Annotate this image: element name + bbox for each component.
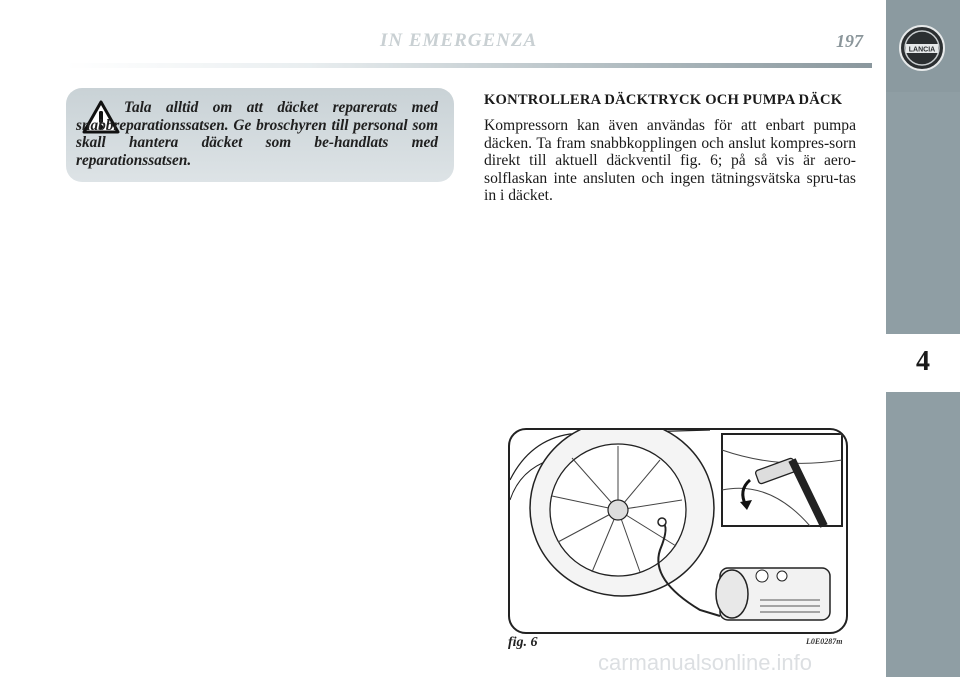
compressor <box>716 568 830 620</box>
header-rule <box>66 63 872 68</box>
logo-text: LANCIA <box>908 46 936 54</box>
watermark: carmanualsonline.info <box>598 650 813 675</box>
section-heading: KONTROLLERA DÄCKTRYCK OCH PUMPA DÄCK <box>484 92 843 108</box>
chapter-side-tab <box>886 0 960 677</box>
chapter-number: 4 <box>916 346 930 377</box>
detail-inset <box>722 434 842 526</box>
page-number: 197 <box>836 31 863 51</box>
wheel-hub <box>608 500 628 520</box>
figure-caption: fig. 6 <box>508 635 538 650</box>
warning-text: Tala alltid om att däcket reparerats med snabbreparationssatsen. Ge broschyren till personal som skall hantera däcket som be-handlats med reparationssatsen. <box>76 99 438 169</box>
figure-illustration <box>508 428 848 634</box>
section-body: Kompressorn kan även användas för att enbart pumpa däcken. Ta fram snabbkopplingen och anslut kompres-sorn direkt till aktuell däckventil fig. 6; på så vis är aero-solflaskan inte ansluten och ingen tätningsvätska spru-tas in i däcket. <box>484 117 856 205</box>
compressor-tyre-drawing <box>510 430 846 632</box>
figure-code: L0E0287m <box>806 637 843 646</box>
chapter-divider-bottom <box>886 390 960 392</box>
lancia-logo-icon <box>898 24 946 72</box>
running-header-title: IN EMERGENZA <box>380 30 538 51</box>
